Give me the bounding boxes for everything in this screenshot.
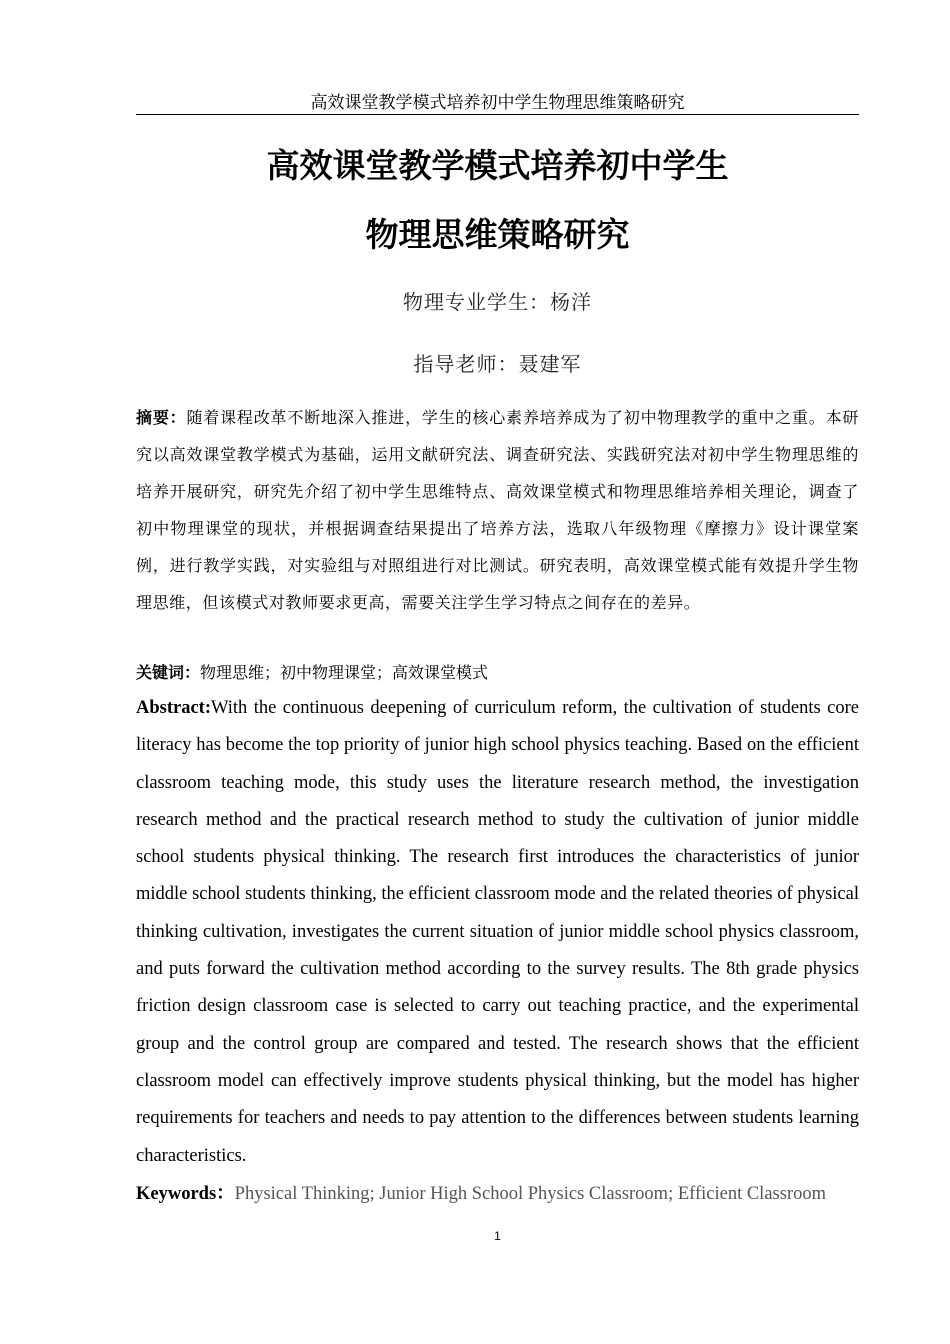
- header-rule: [136, 114, 859, 115]
- paper-title-line-1: 高效课堂教学模式培养初中学生: [266, 146, 729, 185]
- advisor: 指导老师：聂建军: [413, 352, 582, 376]
- page-number: 1: [494, 1229, 501, 1243]
- paper-title-line-2: 物理思维策略研究: [365, 215, 630, 254]
- student-author: 物理专业学生：杨洋: [403, 290, 592, 314]
- abstract-en-label: Abstract:: [136, 698, 212, 718]
- keywords-chinese: [136, 658, 859, 688]
- keywords-en-label: Keywords：: [136, 1184, 235, 1204]
- abstract-cn-text: 随着课程改革不断地深入推进，学生的核心素养培养成为了初中物理教学的重中之重。本研究以高效课堂教学模式为基础，运用文献研究法、调查研究法、实践研究法对初中学生物理思维的培养开展研究，研究先介绍了初中学生思维特点、高效课堂模式和物理思维培养相关理论，调查了初中物理课堂的现状，并根据调查结果提出了培养方法，选取八年级物理《摩擦力》设计课堂案例，进行教学实践，对实验组与对照组进行对比测试。研究表明，高效课堂模式能有效提升学生物理思维，但该模式对教师要求更高，需要关注学生学习特点之间存在的差异。: [136, 408, 859, 612]
- keywords-cn-text: 物理思维；初中物理课堂；高效课堂模式: [200, 663, 489, 682]
- running-header: 高效课堂教学模式培养初中学生物理思维策略研究: [310, 93, 685, 113]
- keywords-cn-label: 关键词：: [136, 663, 201, 682]
- keywords-en-text: Physical Thinking; Junior High School Physics Classroom; Efficient Classroom: [234, 1184, 826, 1204]
- abstract-english: [136, 690, 859, 1175]
- abstract-chinese: [136, 399, 859, 621]
- keywords-english: [136, 1176, 871, 1213]
- abstract-en-text: With the continuous deepening of curriculum reform, the cultivation of students core literacy has become the top priority of junior high school physics teaching. Based on the efficient classroom teaching mode, this study uses the literature research method, the investigation research method and the practical research method to study the cultivation of junior middle school students physical thinking. The research first introduces the characteristics of junior middle school students thinking, the efficient classroom mode and the related theories of physical thinking cultivation, investigates the current situation of junior middle school physics classroom, and puts forward the cultivation method according to the survey results. The 8th grade physics friction design classroom case is selected to carry out teaching practice, and the experimental group and the control group are compared and tested. The research shows that the efficient classroom model can effectively improve students physical thinking, but the model has higher requirements for teachers and needs to pay attention to the differences between students learning characteristics.: [136, 698, 859, 1166]
- abstract-cn-label: 摘要：: [136, 408, 187, 427]
